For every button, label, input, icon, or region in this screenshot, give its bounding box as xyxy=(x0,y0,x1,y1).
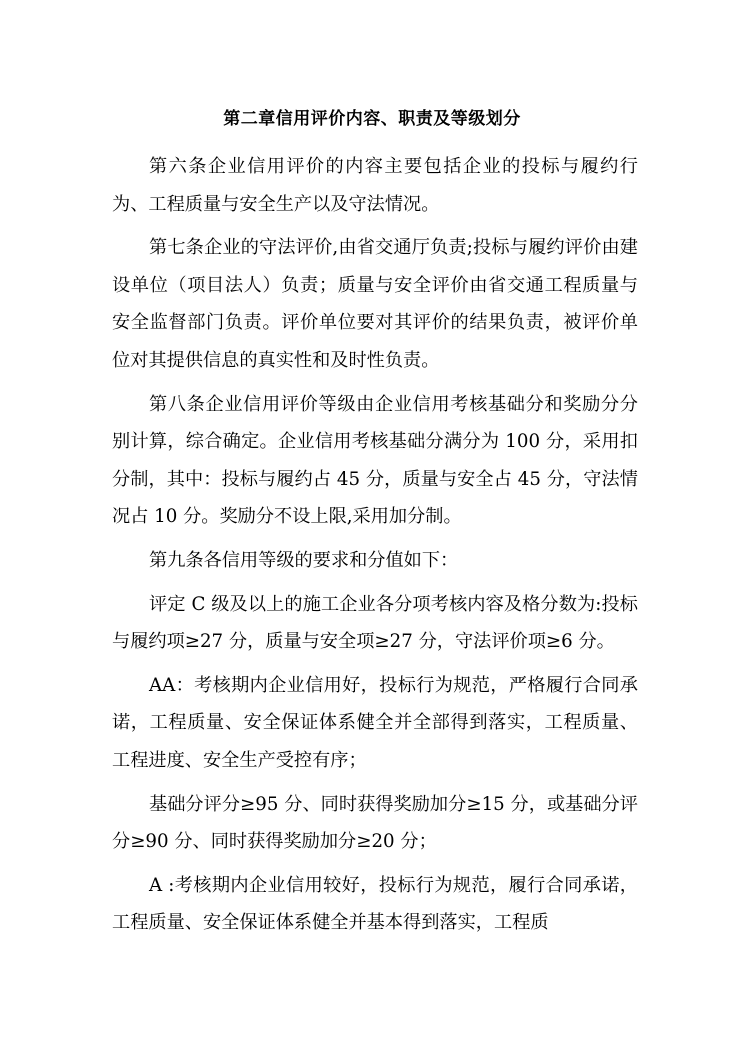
paragraph-article-8: 第八条企业信用评价等级由企业信用考核基础分和奖励分分别计算，综合确定。企业信用考核基础分满分为 100 分，采用扣分制，其中：投标与履约占 45 分，质量与安全占 45 分，守法情况占 10 分。奖励分不设上限,采用加分制。 xyxy=(112,393,638,528)
chapter-title: 第二章信用评价内容、职责及等级划分 xyxy=(223,109,521,129)
paragraph-grade-c-requirements: 评定 C 级及以上的施工企业各分项考核内容及格分数为:投标与履约项≥27 分，质量与安全项≥27 分，守法评价项≥6 分。 xyxy=(112,593,638,653)
document-body xyxy=(112,148,638,942)
paragraph-article-6: 第六条企业信用评价的内容主要包括企业的投标与履约行为、工程质量与安全生产以及守法情况。 xyxy=(112,156,638,215)
paragraph-grade-aa: AA：考核期内企业信用好，投标行为规范，严格履行合同承诺，工程质量、安全保证体系健全并全部得到落实，工程质量、工程进度、安全生产受控有序； xyxy=(112,674,638,771)
paragraph-grade-aa-scores: 基础分评分≥95 分、同时获得奖励加分≥15 分，或基础分评分≥90 分、同时获得奖励加分≥20 分； xyxy=(112,793,638,853)
paragraph-article-7: 第七条企业的守法评价,由省交通厅负责;投标与履约评价由建设单位（项目法人）负责；质量与安全评价由省交通工程质量与安全监督部门负责。评价单位要对其评价的结果负责，被评价单位对其提供信息的真实性和及时性负责。 xyxy=(112,237,638,371)
paragraph-grade-a: A :考核期内企业信用较好，投标行为规范，履行合同承诺，工程质量、安全保证体系健全并基本得到落实，工程质 xyxy=(112,874,638,934)
paragraph-article-9: 第九条各信用等级的要求和分值如下： xyxy=(149,549,459,571)
